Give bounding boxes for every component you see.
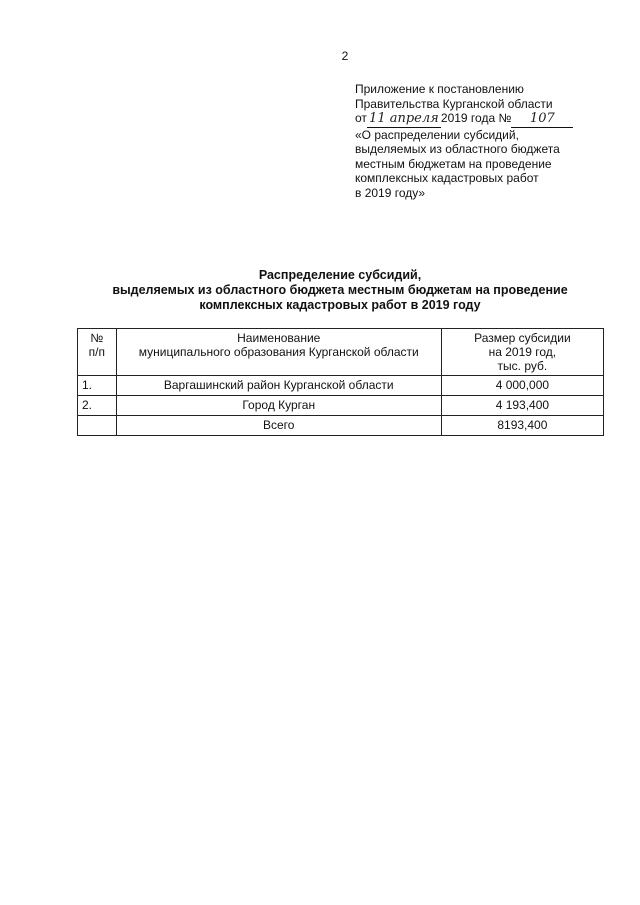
appendix-line: комплексных кадастровых работ xyxy=(355,171,539,185)
appendix-line: Правительства Курганской области xyxy=(355,96,553,111)
appendix-line: в 2019 году» xyxy=(355,185,426,200)
header-text: п/п xyxy=(88,345,106,359)
appendix-line: местным бюджетам на проведение xyxy=(355,156,552,171)
table-row xyxy=(78,396,604,416)
table-header-row xyxy=(78,329,604,376)
row-sum: 4 193,400 xyxy=(441,396,603,416)
page-number: 2 xyxy=(341,49,349,63)
subsidies-table xyxy=(77,328,604,436)
header-text: Размер субсидии xyxy=(474,331,571,345)
header-number xyxy=(78,329,117,376)
total-number-cell xyxy=(78,416,117,436)
appendix-line: Приложение к постановлению xyxy=(355,82,524,96)
date-prefix: от xyxy=(355,111,367,125)
appendix-line: выделяемых из областного бюджета xyxy=(355,142,560,156)
header-text: тыс. руб. xyxy=(497,359,548,373)
table-row xyxy=(78,376,604,396)
row-name: Город Курган xyxy=(116,396,441,416)
appendix-block xyxy=(355,82,615,200)
header-text: № xyxy=(90,331,104,345)
total-label: Всего xyxy=(116,416,441,436)
year-text: 2019 года № xyxy=(440,111,512,125)
title-line: Распределение субсидий, xyxy=(258,268,422,282)
header-text: на 2019 год, xyxy=(488,345,557,359)
row-name: Варгашинский район Курганской области xyxy=(116,376,441,396)
row-sum: 4 000,000 xyxy=(441,376,603,396)
header-text: муниципального образования Курганской области xyxy=(138,345,419,359)
header-text: Наименование xyxy=(237,331,321,345)
title-line: выделяемых из областного бюджета местным бюджетам на проведение xyxy=(112,283,568,297)
row-number: 1. xyxy=(78,376,117,396)
handwritten-number: 107 xyxy=(511,112,573,128)
handwritten-date: 11 апреля xyxy=(367,112,441,128)
appendix-line: «О распределении субсидий, xyxy=(355,127,519,142)
row-number: 2. xyxy=(78,396,117,416)
title-line: комплексных кадастровых работ в 2019 году xyxy=(199,298,481,312)
header-sum xyxy=(441,329,603,376)
table-total-row xyxy=(78,416,604,436)
document-title xyxy=(60,268,620,313)
total-sum: 8193,400 xyxy=(441,416,603,436)
appendix-date-line xyxy=(355,111,615,128)
header-name xyxy=(116,329,441,376)
